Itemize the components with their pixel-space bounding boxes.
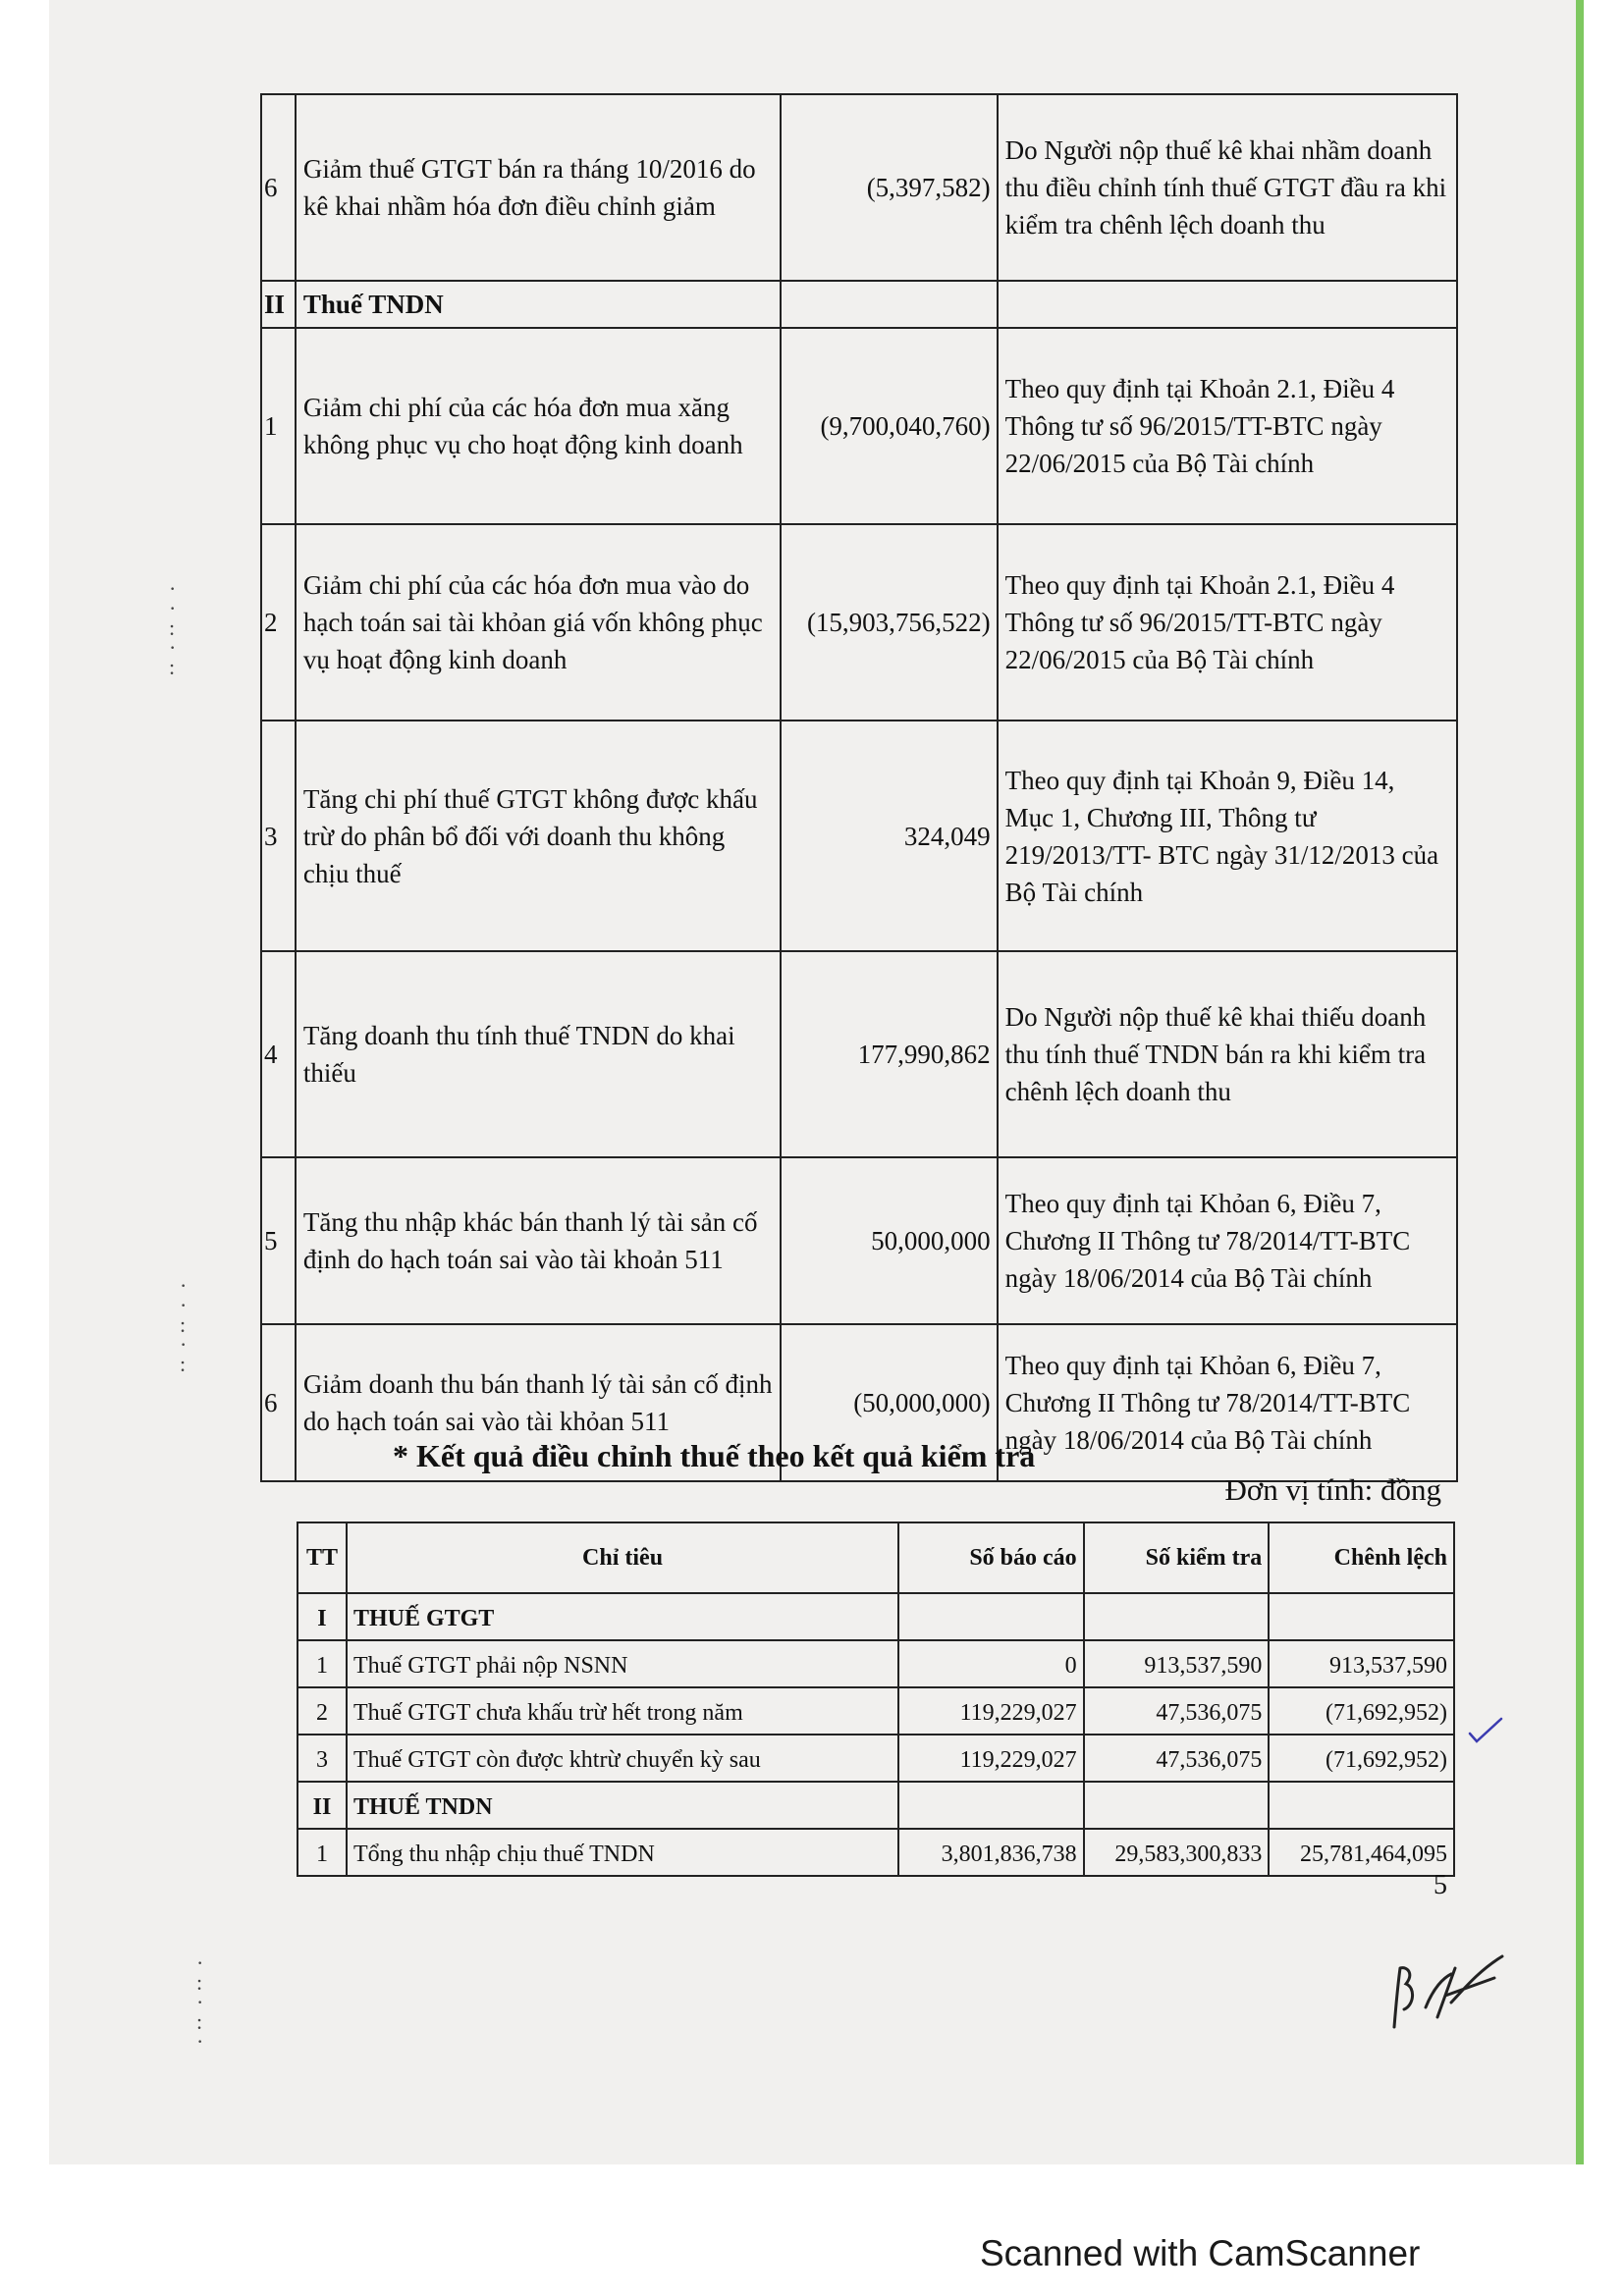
row-diff: (71,692,952) (1269, 1687, 1454, 1735)
section-row (261, 281, 1457, 328)
row-item: Giảm chi phí của các hóa đơn mua vào do hạch toán sai tài khỏan giá vốn không phục vụ hoạt động kinh doanh (296, 524, 781, 721)
table-row (298, 1829, 1454, 1876)
row-checked: 47,536,075 (1084, 1687, 1270, 1735)
row-item: Giảm doanh thu bán thanh lý tài sản cố định do hạch toán sai vào tài khỏan 511 (296, 1324, 781, 1481)
row-number: 4 (261, 951, 296, 1157)
row-note: Theo quy định tại Khoản 9, Điều 14, Mục 1, Chương III, Thông tư 219/2013/TT- BTC ngày 31/12/2013 của Bộ Tài chính (998, 721, 1457, 951)
row-amount: 50,000,000 (781, 1157, 998, 1324)
row-number: 2 (298, 1687, 347, 1735)
table-row (261, 1157, 1457, 1324)
row-note: Theo quy định tại Khoản 2.1, Điều 4 Thông tư số 96/2015/TT-BTC ngày 22/06/2015 của Bộ Tài chính (998, 328, 1457, 524)
section-row (298, 1782, 1454, 1829)
table-header-row (298, 1522, 1454, 1593)
table-row (261, 524, 1457, 721)
row-number: 1 (261, 328, 296, 524)
binding-marks: · · : · : (180, 1273, 188, 1376)
table-row (261, 328, 1457, 524)
row-number: 3 (298, 1735, 347, 1782)
section-label: THUẾ GTGT (347, 1593, 898, 1640)
adjustment-table (260, 93, 1458, 1482)
table-row (261, 951, 1457, 1157)
row-amount: 177,990,862 (781, 951, 998, 1157)
row-item: Tăng thu nhập khác bán thanh lý tài sản cố định do hạch toán sai vào tài khoản 511 (296, 1157, 781, 1324)
row-number: 2 (261, 524, 296, 721)
row-name: Thuế GTGT phải nộp NSNN (347, 1640, 898, 1687)
table-row (261, 94, 1457, 281)
row-reported: 3,801,836,738 (898, 1829, 1083, 1876)
row-diff: 913,537,590 (1269, 1640, 1454, 1687)
section-number: II (261, 281, 296, 328)
row-amount: (5,397,582) (781, 94, 998, 281)
table-row (298, 1640, 1454, 1687)
row-amount: (15,903,756,522) (781, 524, 998, 721)
section-number: I (298, 1593, 347, 1640)
row-amount: 324,049 (781, 721, 998, 951)
row-reported: 119,229,027 (898, 1687, 1083, 1735)
section-label: Thuế TNDN (296, 281, 781, 328)
row-amount: (50,000,000) (781, 1324, 998, 1481)
row-item: Giảm thuế GTGT bán ra tháng 10/2016 do kê khai nhầm hóa đơn điều chỉnh giảm (296, 94, 781, 281)
section-row (298, 1593, 1454, 1640)
binding-marks: · · : · : (169, 576, 177, 679)
row-reported: 0 (898, 1640, 1083, 1687)
binding-marks: · : · : · (196, 1950, 204, 2054)
row-amount: (9,700,040,760) (781, 328, 998, 524)
page-number: 5 (1434, 1870, 1447, 1900)
unit-label: Đơn vị tính: đồng (1224, 1472, 1441, 1507)
row-checked: 47,536,075 (1084, 1735, 1270, 1782)
section-number: II (298, 1782, 347, 1829)
header-checked: Số kiểm tra (1084, 1522, 1270, 1593)
row-diff: 25,781,464,095 (1269, 1829, 1454, 1876)
row-name: Thuế GTGT chưa khấu trừ hết trong năm (347, 1687, 898, 1735)
checkmark-icon (1468, 1716, 1503, 1745)
scanner-watermark: Scanned with CamScanner (980, 2233, 1421, 2273)
row-number: 6 (261, 94, 296, 281)
section-label: THUẾ TNDN (347, 1782, 898, 1829)
table-row (298, 1687, 1454, 1735)
row-note: Do Người nộp thuế kê khai thiếu doanh thu tính thuế TNDN bán ra khi kiểm tra chênh lệch doanh thu (998, 951, 1457, 1157)
row-number: 3 (261, 721, 296, 951)
row-note: Theo quy định tại Khỏan 6, Điều 7, Chương II Thông tư 78/2014/TT-BTC ngày 18/06/2014 của Bộ Tài chính (998, 1324, 1457, 1481)
signature-icon (1386, 1949, 1514, 2042)
row-note: Do Người nộp thuế kê khai nhầm doanh thu điều chỉnh tính thuế GTGT đầu ra khi kiểm tra chênh lệch doanh thu (998, 94, 1457, 281)
row-checked: 29,583,300,833 (1084, 1829, 1270, 1876)
results-title: * Kết quả điều chỉnh thuế theo kết quả kiểm tra (393, 1438, 1036, 1473)
row-number: 5 (261, 1157, 296, 1324)
row-note: Theo quy định tại Khoản 2.1, Điều 4 Thông tư số 96/2015/TT-BTC ngày 22/06/2015 của Bộ Tài chính (998, 524, 1457, 721)
row-diff: (71,692,952) (1269, 1735, 1454, 1782)
row-name: Thuế GTGT còn được khtrừ chuyển kỳ sau (347, 1735, 898, 1782)
row-name: Tổng thu nhập chịu thuế TNDN (347, 1829, 898, 1876)
header-no: TT (298, 1522, 347, 1593)
row-item: Tăng doanh thu tính thuế TNDN do khai thiếu (296, 951, 781, 1157)
row-item: Giảm chi phí của các hóa đơn mua xăng không phục vụ cho hoạt động kinh doanh (296, 328, 781, 524)
row-reported: 119,229,027 (898, 1735, 1083, 1782)
row-number: 1 (298, 1640, 347, 1687)
header-reported: Số báo cáo (898, 1522, 1083, 1593)
results-table (297, 1522, 1455, 1877)
row-checked: 913,537,590 (1084, 1640, 1270, 1687)
header-diff: Chênh lệch (1269, 1522, 1454, 1593)
row-number: 1 (298, 1829, 347, 1876)
header-name: Chỉ tiêu (347, 1522, 898, 1593)
row-item: Tăng chi phí thuế GTGT không được khấu trừ do phân bổ đối với doanh thu không chịu thuế (296, 721, 781, 951)
row-number: 6 (261, 1324, 296, 1481)
table-row (261, 721, 1457, 951)
row-note: Theo quy định tại Khỏan 6, Điều 7, Chương II Thông tư 78/2014/TT-BTC ngày 18/06/2014 của Bộ Tài chính (998, 1157, 1457, 1324)
table-row (298, 1735, 1454, 1782)
